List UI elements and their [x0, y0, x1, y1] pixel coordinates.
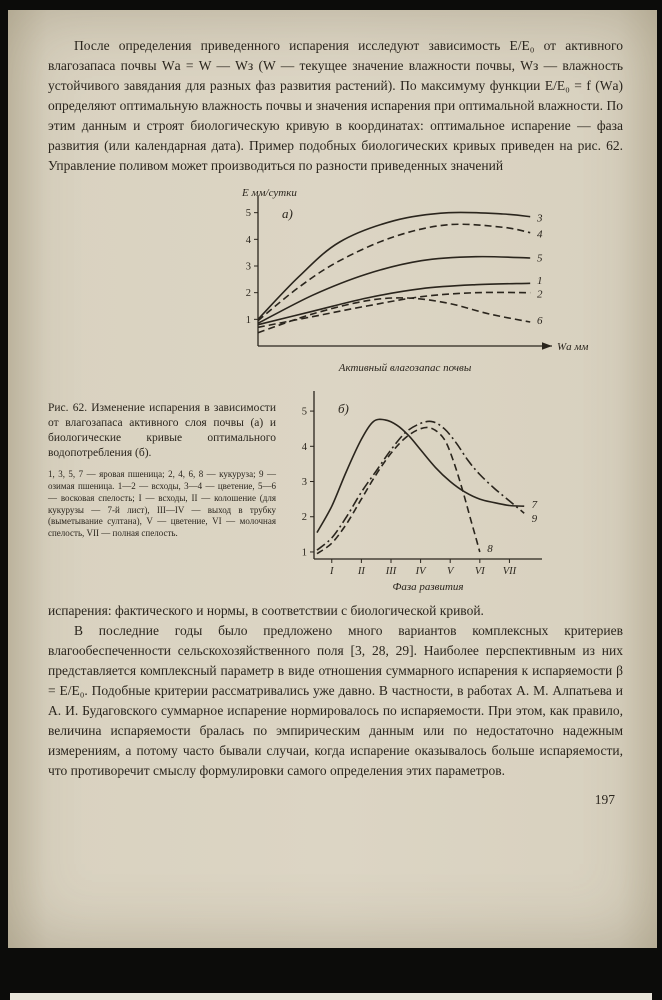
x-arrow-label: Wа мм — [557, 340, 589, 353]
x-tick-label: IV — [415, 565, 426, 577]
x-axis-arrow-icon — [542, 342, 552, 350]
series-label-9: 9 — [531, 512, 538, 525]
series-label-2: 2 — [537, 288, 543, 301]
x-tick-label: VI — [474, 565, 485, 577]
panel-label: б) — [338, 400, 349, 416]
x-axis-title: Фаза развития — [392, 580, 464, 593]
paragraph-recent-years: В последние годы было предложено много вариантов комплексных критериев влагообеспеченности сельскохозяйственного поля [3, 28, 29]. Наиболее перспективным из них представляется комплексный параметр в виде отношения суммарного испарения к испаряемости β = Е/Е₀. Подобные критерии рассматривались уже давно. В частности, в работах А. М. Алпатьева и А. И. Будаговского суммарное испарение нормировалось по испаряемости. При этом, как правило, величина испаряемости бралась по эмпирическим данным или по недостаточно надежным измерениям, а потому часто бывали случаи, когда испарение оказывалось больше испаряемости, что противоречит смыслу формулировки самого определения этих параметров. — [48, 622, 623, 778]
page-number: 197 — [594, 791, 615, 807]
x-tick-label: V — [446, 565, 454, 577]
series-label-5: 5 — [537, 252, 543, 265]
y-tick-label: 2 — [301, 512, 307, 524]
y-tick-label: 3 — [301, 476, 307, 488]
figure-caption: Рис. 62. Изменение испарения в зависимости от влагозапаса активного слоя почвы (а) и биологические кривые оптимального водопотребления (б). — [48, 401, 276, 460]
book-page — [8, 10, 657, 948]
series-label-7: 7 — [531, 498, 538, 511]
x-tick-label: III — [385, 565, 397, 577]
series-label-6: 6 — [537, 314, 543, 327]
y-tick-label: 1 — [245, 314, 251, 326]
panel-label: а) — [282, 205, 293, 221]
series-label-1: 1 — [537, 274, 543, 287]
figure-legend: 1, 3, 5, 7 — яровая пшеница; 2, 4, 6, 8 — кукуруза; 9 — озимая пшеница. 1—2 — всходы, 3—4 — цветение, 5—6 — восковая спелость; I — всходы, II — колошение (для кукурузы — 7-й лист), III—IV — выход в трубку (выметывание султана), V — цветение, VI — молочная спелость, VII — полная спелость. — [48, 469, 276, 538]
y-tick-label: 1 — [301, 547, 307, 559]
series-label-4: 4 — [537, 228, 543, 241]
x-axis-title: Активный влагозапас почвы — [338, 361, 472, 374]
chart-a-container — [224, 184, 623, 381]
paragraph-continuation: испарения: фактического и нормы, в соответствии с биологической кривой. — [48, 602, 484, 618]
paragraph-intro: После определения приведенного испарения исследуют зависимость Е/Е₀ от активного влагозапаса почвы Wа = W — Wз (W — текущее значение влажности почвы, Wз — влажность устойчивого завядания для разных фаз развития растений). По максимуму функции Е/Е₀ = f (Wа) определяют оптимальную влажность почвы и значения испарения при оптимальной влажности. По этим данным и строят биологическую кривую в координатах: оптимальное испарение — фаза развития (или календарная дата). Пример подобных биологических кривых приведен на рис. 62. Управление поливом может производиться по разности приведенных значений — [48, 38, 623, 173]
chart-b — [284, 383, 584, 595]
figure-caption-column — [48, 383, 276, 540]
curve-4 — [258, 224, 530, 320]
figure-caption-row — [48, 383, 623, 595]
y-tick-label: 2 — [245, 287, 251, 299]
series-label-3: 3 — [537, 212, 543, 225]
curve-8 — [317, 427, 480, 553]
x-tick-label: VII — [502, 565, 517, 577]
curve-2 — [258, 292, 530, 327]
series-label-8: 8 — [487, 542, 493, 555]
y-tick-label: 4 — [245, 234, 251, 246]
y-tick-label: 5 — [245, 207, 251, 219]
chart-a — [224, 184, 604, 376]
y-tick-label: 4 — [301, 441, 307, 453]
y-tick-label: 3 — [245, 261, 251, 273]
curve-9 — [317, 421, 524, 550]
y-tick-label: 5 — [301, 406, 307, 418]
x-tick-label: I — [330, 565, 334, 577]
curve-1 — [258, 283, 530, 324]
figure-62 — [48, 184, 623, 595]
x-tick-label: II — [357, 565, 365, 577]
y-axis-title: Е мм/сутки — [242, 186, 297, 199]
